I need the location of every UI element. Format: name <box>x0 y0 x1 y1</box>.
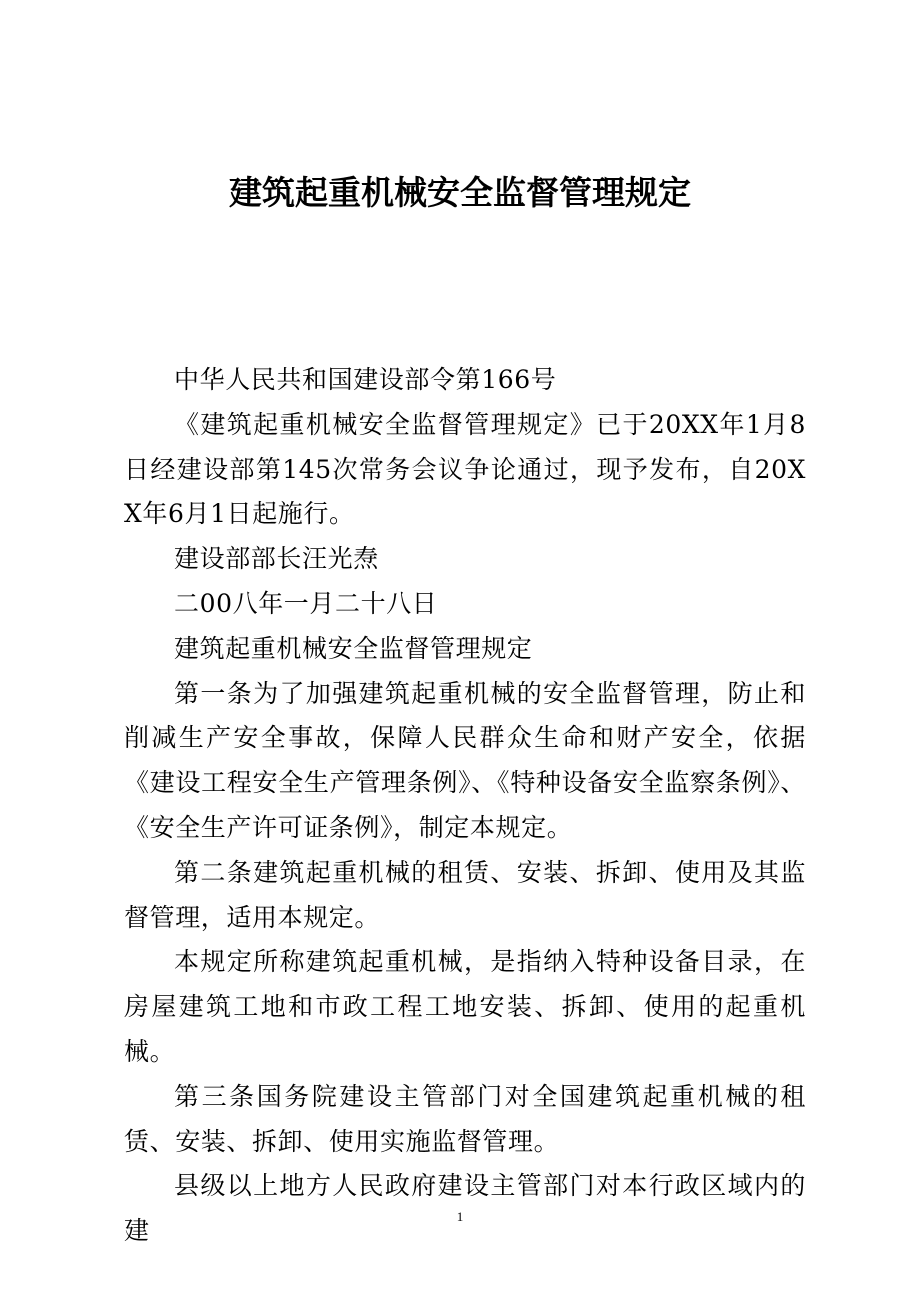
promulgation-paragraph: 《建筑起重机械安全监督管理规定》已于20XX年1月8日经建设部第145次常务会议争论通过，现予发布，自20XX年6月1日起施行。 <box>124 409 806 529</box>
article-3-local: 县级以上地方人民政府建设主管部门对本行政区域内的建 <box>124 1171 806 1246</box>
document-title: 建筑起重机械安全监督管理规定 <box>229 173 691 212</box>
article-2: 第二条建筑起重机械的租赁、安装、拆卸、使用及其监督管理，适用本规定。 <box>124 857 806 932</box>
article-1: 第一条为了加强建筑起重机械的安全监督管理，防止和削减生产安全事故，保障人民群众生命和财产安全，依据《建设工程安全生产管理条例》、《特种设备安全监察条例》、《安全生产许可证条例》，制定本规定。 <box>124 678 806 842</box>
document-body <box>124 358 806 1254</box>
issue-date: 二00八年一月二十八日 <box>174 588 438 618</box>
minister-signature: 建设部部长汪光焘 <box>174 544 379 574</box>
article-2-definition: 本规定所称建筑起重机械，是指纳入特种设备目录，在房屋建筑工地和市政工程工地安装、拆卸、使用的起重机械。 <box>124 947 806 1066</box>
page-number: 1 <box>456 1209 464 1224</box>
decree-number: 中华人民共和国建设部令第166号 <box>174 365 557 394</box>
article-3: 第三条国务院建设主管部门对全国建筑起重机械的租赁、安装、拆卸、使用实施监督管理。 <box>124 1081 806 1156</box>
regulation-heading: 建筑起重机械安全监督管理规定 <box>174 633 533 663</box>
